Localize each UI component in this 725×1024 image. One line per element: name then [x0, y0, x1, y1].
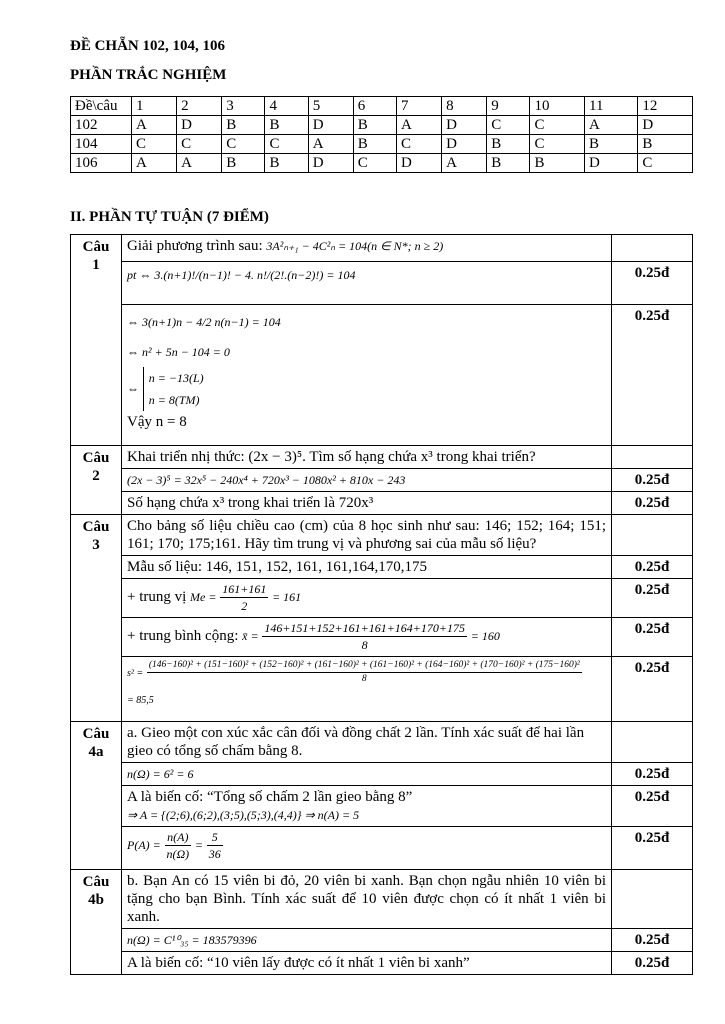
answer-cell: D — [442, 116, 487, 135]
section-essay-heading: II. PHẦN TỰ TUẬN (7 ĐIỂM) — [70, 209, 269, 225]
q1-step2-line2: ⇔ n² + 5n − 104 = 0 — [127, 345, 230, 359]
q4b-label: Câu 4b — [71, 870, 122, 975]
q1-solution-system: n = −13(L) n = 8(TM) — [143, 367, 204, 411]
answer-cell: A — [442, 154, 487, 173]
q4b-step2: A là biến cố: “10 viên lấy được có ít nhất 1 viên bi xanh” — [122, 952, 612, 975]
q1-prompt-math: 3A²ₙ₊₁ − 4C²ₙ = 104(n ∈ N*; n ≥ 2) — [266, 239, 444, 253]
answer-header-cell: 6 — [353, 97, 396, 116]
q1-step1-score: 0.25đ — [612, 262, 693, 305]
answer-header-cell: 7 — [397, 97, 442, 116]
q4a-step1-row — [71, 763, 693, 786]
answer-cell: B — [487, 135, 530, 154]
answer-cell: A — [585, 116, 638, 135]
q1-step2-score: 0.25đ — [612, 305, 693, 446]
q4b-step2-score: 0.25đ — [612, 952, 693, 975]
q4b-step1: n(Ω) = C¹⁰₃₅ = 183579396 — [127, 933, 257, 947]
median-fraction: $\frac{161+161}{2}$ — [222, 582, 267, 613]
answer-cell: B — [353, 135, 396, 154]
answer-cell: B — [487, 154, 530, 173]
q1-conclusion: Vậy n = 8 — [127, 414, 187, 430]
answer-cell: D — [308, 154, 353, 173]
answer-cell: C — [222, 135, 265, 154]
q3-step1: Mẫu số liệu: 146, 151, 152, 161, 161,164,170,175 — [122, 556, 612, 579]
q2-step1-row — [71, 469, 693, 492]
answer-cell: A — [308, 135, 353, 154]
q4a-step1: n(Ω) = 6² = 6 — [127, 767, 194, 781]
q2-prompt-row — [71, 446, 693, 469]
answer-cell: C — [487, 116, 530, 135]
answer-header-cell: 8 — [442, 97, 487, 116]
answer-cell: C — [530, 116, 585, 135]
answer-cell: C — [265, 135, 308, 154]
answer-cell: B — [222, 116, 265, 135]
q3-step4-row: s² = (146−160)² + (151−160)² + (152−160)² + (161−160)² + (161−160)² + (164−160)² + (170−160)² + (175−160)² 8 = 85,5 0.25đ — [71, 657, 693, 722]
answer-header-cell: 2 — [177, 97, 222, 116]
q1-step1-math: pt ⇔ 3.(n+1)!/(n−1)! − 4. n!/(2!.(n−2)!) = 104 — [127, 268, 356, 282]
answer-cell: D — [397, 154, 442, 173]
q2-step2-row — [71, 492, 693, 515]
q2-step1-score: 0.25đ — [612, 469, 693, 492]
answer-header-cell: 4 — [265, 97, 308, 116]
q1-step1-row — [71, 262, 693, 305]
q1-label: Câu 1 — [71, 235, 122, 446]
answer-key-table — [70, 96, 693, 173]
answer-cell: D — [585, 154, 638, 173]
answer-table-row — [71, 135, 693, 154]
answer-cell: C — [638, 154, 693, 173]
q4b-step1-row — [71, 929, 693, 952]
answer-header-cell: 1 — [132, 97, 177, 116]
q4b-prompt: b. Bạn An có 15 viên bi đỏ, 20 viên bi xanh. Bạn chọn ngẫu nhiên 10 viên bi tặng cho bạn Bình. Tính xác suất để 10 viên được chọn có ít nhất 1 viên bi xanh. — [122, 870, 612, 929]
answer-cell: B — [530, 154, 585, 173]
answer-table-header — [71, 97, 693, 116]
answer-header-cell: 5 — [308, 97, 353, 116]
answer-header-cell: 12 — [638, 97, 693, 116]
q2-step1: (2x − 3)⁵ = 32x⁵ − 240x⁴ + 720x³ − 1080x² + 810x − 243 — [127, 473, 406, 487]
q3-step1-score: 0.25đ — [612, 556, 693, 579]
q3-step2-row: + trung vị Me = $\frac{161+161}{2}$ = 161 0.25đ — [71, 579, 693, 618]
q4a-event-set: ⇒ A = {(2;6),(6;2),(3;5),(5;3),(4,4)} ⇒ n(A) = 5 — [127, 808, 360, 822]
q4b-step1-score: 0.25đ — [612, 929, 693, 952]
q3-prompt: Cho bảng số liệu chiều cao (cm) của 8 học sinh như sau: 146; 152; 164; 151; 161; 170; 175;161. Hãy tìm trung vị và phương sai của mẫu số liệu? — [122, 515, 612, 556]
answer-cell: C — [132, 135, 177, 154]
q4a-prompt: a. Gieo một con xúc xắc cân đối và đồng chất 2 lần. Tính xác suất để hai lần gieo có tổng số chấm bằng 8. — [122, 722, 612, 763]
answer-header-cell: 11 — [585, 97, 638, 116]
q3-step3-row: + trung bình cộng: x̄ = $\frac{146+151+152+161+161+164+170+175}{8}$ = 160 0.25đ — [71, 618, 693, 657]
answer-cell: D — [308, 116, 353, 135]
q3-step4-score: 0.25đ — [612, 657, 693, 722]
answer-header-cell: 10 — [530, 97, 585, 116]
q4a-step3-row: P(A) = $\frac{n(A)}{n(\Omega)}$ = $\frac{5}{36}$ 0.25đ — [71, 827, 693, 870]
solution-table — [70, 234, 693, 975]
answer-cell: B — [638, 135, 693, 154]
answer-table-row — [71, 154, 693, 173]
q2-prompt: Khai triển nhị thức: (2x − 3)⁵. Tìm số hạng chứa x³ trong khai triển? — [122, 446, 612, 469]
answer-cell: 102 — [71, 116, 132, 135]
q4a-step2-score: 0.25đ — [612, 786, 693, 827]
q1-prompt: Giải phương trình sau: — [127, 238, 267, 254]
q2-label: Câu 2 — [71, 446, 122, 515]
q4a-step1-score: 0.25đ — [612, 763, 693, 786]
answer-cell: 104 — [71, 135, 132, 154]
q3-step1-row — [71, 556, 693, 579]
answer-cell: A — [132, 154, 177, 173]
answer-cell: B — [353, 116, 396, 135]
q4a-label: Câu 4a — [71, 722, 122, 870]
q2-step2-score: 0.25đ — [612, 492, 693, 515]
answer-cell: D — [442, 135, 487, 154]
q2-step2: Số hạng chứa x³ trong khai triển là 720x³ — [122, 492, 612, 515]
answer-cell: B — [265, 154, 308, 173]
q4a-prompt-row — [71, 722, 693, 763]
q3-step3-score: 0.25đ — [612, 618, 693, 657]
q1-step2-row: ⇔ 3(n+1)n − 4/2 n(n−1) = 104 ⇔ n² + 5n − 104 = 0 ⇔ n = −13(L) n = 8(TM) Vậy n = 8 0.25đ — [71, 305, 693, 446]
q3-prompt-row — [71, 515, 693, 556]
answer-cell: C — [530, 135, 585, 154]
q4b-prompt-row — [71, 870, 693, 929]
answer-cell: C — [353, 154, 396, 173]
answer-cell: B — [265, 116, 308, 135]
answer-cell: A — [177, 154, 222, 173]
exam-title: ĐỀ CHẴN 102, 104, 106 — [70, 38, 226, 54]
answer-cell: C — [397, 135, 442, 154]
answer-header-cell: 9 — [487, 97, 530, 116]
mean-fraction: $\frac{146+151+152+161+161+164+170+175}{8}$ — [264, 621, 465, 652]
answer-cell: B — [222, 154, 265, 173]
variance-fraction: (146−160)² + (151−160)² + (152−160)² + (161−160)² + (161−160)² + (164−160)² + (170−160)² + (175−160)² 8 — [148, 660, 580, 684]
answer-cell: B — [585, 135, 638, 154]
q3-step2-score: 0.25đ — [612, 579, 693, 618]
answer-table-row — [71, 116, 693, 135]
section-multiple-choice-heading: PHẦN TRẮC NGHIỆM — [70, 67, 227, 83]
q4b-step2-row — [71, 952, 693, 975]
q4a-event-definition: A là biến cố: “Tổng số chấm 2 lần gieo bằng 8” — [127, 789, 413, 805]
answer-header-cell: Đề\câu — [71, 97, 132, 116]
q1-prompt-row — [71, 235, 693, 262]
answer-header-cell: 3 — [222, 97, 265, 116]
answer-cell: D — [177, 116, 222, 135]
q4a-step2-row — [71, 786, 693, 827]
answer-cell: D — [638, 116, 693, 135]
answer-cell: 106 — [71, 154, 132, 173]
answer-cell: A — [397, 116, 442, 135]
q4a-step3-score: 0.25đ — [612, 827, 693, 870]
answer-cell: A — [132, 116, 177, 135]
q3-label: Câu 3 — [71, 515, 122, 722]
answer-cell: C — [177, 135, 222, 154]
q1-step2-line1: ⇔ 3(n+1)n − 4/2 n(n−1) = 104 — [127, 315, 281, 329]
